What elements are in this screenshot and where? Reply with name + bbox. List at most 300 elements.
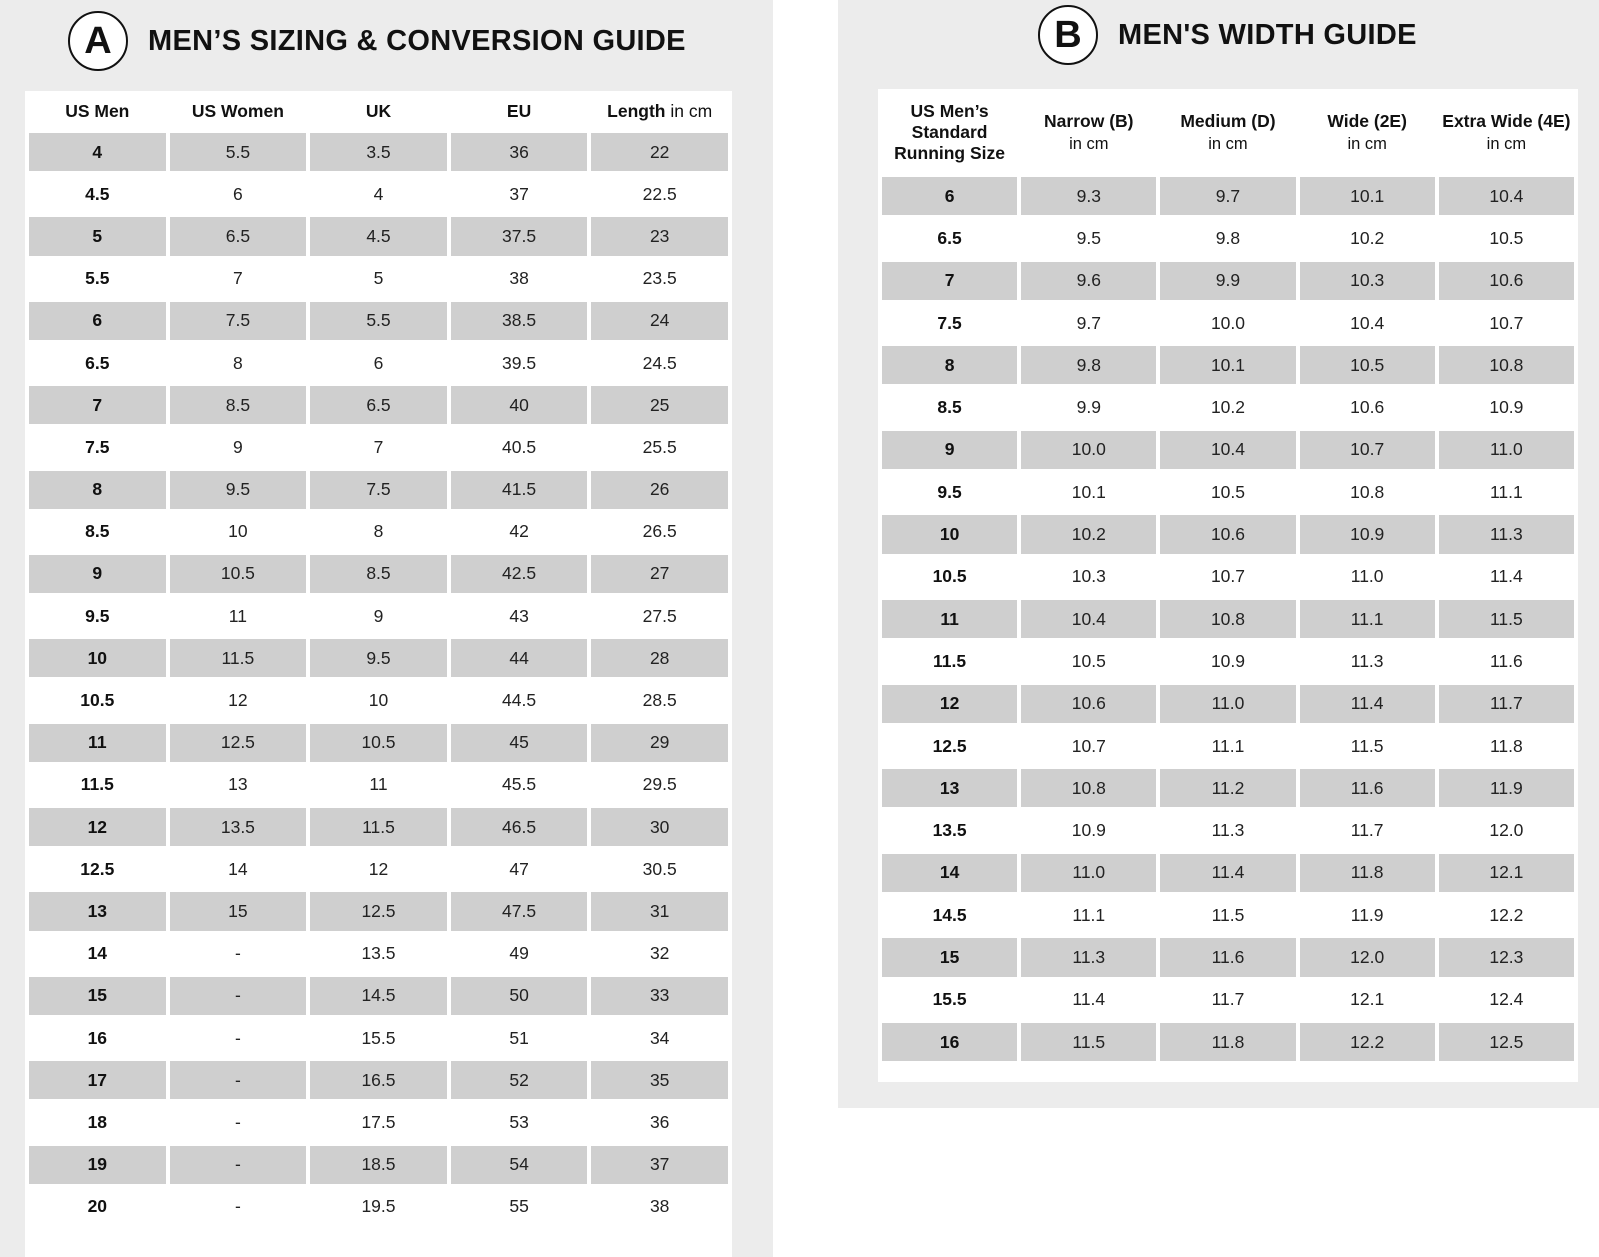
table-row [29,1186,728,1228]
header-narrow-label: Narrow (B) [1044,110,1134,131]
table-cell: 28 [591,637,728,679]
table-cell: 6.5 [310,384,447,426]
table-cell: 8.5 [29,511,166,553]
table-row [29,806,728,848]
table-row [29,848,728,890]
table-cell: 45.5 [451,764,588,806]
table-row [882,175,1574,217]
table-cell: 11.0 [1300,556,1435,598]
table-cell: 10.9 [1021,809,1156,851]
table-cell: 26 [591,469,728,511]
table-cell: 10.7 [1021,725,1156,767]
table-cell: 10.5 [170,553,307,595]
table-cell: 7 [882,260,1017,302]
table-cell: 8.5 [882,386,1017,428]
table-cell: 11.5 [1021,1021,1156,1063]
table-cell: 6 [170,173,307,215]
table-cell: 30 [591,806,728,848]
table-cell: 13.5 [882,809,1017,851]
section-a-badge: A [68,11,128,71]
header-uk: UK [365,100,392,121]
header-wide-label: Wide (2E) [1327,110,1407,131]
table-cell: 15 [882,936,1017,978]
table-cell: - [170,975,307,1017]
table-cell: 10.5 [1300,344,1435,386]
table-cell: 8 [170,342,307,384]
table-cell: 16 [882,1021,1017,1063]
table-cell: 11.7 [1439,683,1574,725]
table-cell: 7.5 [29,426,166,468]
table-cell: 5 [29,215,166,257]
section-b-badge: B [1038,5,1098,65]
table-cell: 22 [591,131,728,173]
table-row [29,469,728,511]
table-cell: 12.1 [1439,852,1574,894]
table-cell: 10.6 [1160,513,1295,555]
table-cell: 10.6 [1021,683,1156,725]
table-cell: 36 [591,1101,728,1143]
table-cell: 7.5 [882,302,1017,344]
sizing-guide-header [68,11,686,71]
table-cell: 34 [591,1017,728,1059]
table-cell: 4.5 [29,173,166,215]
table-cell: 12.3 [1439,936,1574,978]
table-cell: 17.5 [310,1101,447,1143]
width-table-header-row [882,89,1574,175]
table-row [882,556,1574,598]
table-cell: 9.5 [310,637,447,679]
table-cell: 12 [310,848,447,890]
table-cell: 12.4 [1439,979,1574,1021]
table-cell: 11.3 [1439,513,1574,555]
table-cell: 10.2 [1021,513,1156,555]
table-cell: 10.8 [1021,767,1156,809]
table-cell: 40.5 [451,426,588,468]
table-row [29,215,728,257]
table-cell: 5 [310,258,447,300]
table-cell: 25 [591,384,728,426]
table-cell: 11.5 [170,637,307,679]
table-row [29,173,728,215]
table-cell: 10.6 [1300,386,1435,428]
table-cell: 42 [451,511,588,553]
table-cell: 11 [170,595,307,637]
table-cell: 44 [451,637,588,679]
table-cell: 15.5 [310,1017,447,1059]
table-cell: 11.9 [1439,767,1574,809]
header-medium [1160,89,1295,175]
table-cell: 7 [29,384,166,426]
table-row [882,1021,1574,1063]
table-cell: 7 [310,426,447,468]
header-us-men: US Men [65,100,130,121]
table-cell: 51 [451,1017,588,1059]
table-row [882,852,1574,894]
table-cell: 52 [451,1059,588,1101]
header-wide [1300,89,1435,175]
header-us-mens-size-label: US Men’s Standard Running Size [894,100,1005,163]
table-cell: 32 [591,933,728,975]
table-row [29,722,728,764]
header-narrow [1021,89,1156,175]
table-cell: 10.7 [1300,429,1435,471]
table-cell: 10.8 [1160,598,1295,640]
header-extra-wide [1439,89,1574,175]
table-cell: 10.2 [1160,386,1295,428]
table-cell: 15.5 [882,979,1017,1021]
table-cell: 25.5 [591,426,728,468]
table-row [29,553,728,595]
table-cell: 10.5 [1021,640,1156,682]
table-cell: 30.5 [591,848,728,890]
table-cell: 19 [29,1144,166,1186]
table-cell: 38 [451,258,588,300]
table-row [882,429,1574,471]
table-cell: 13 [882,767,1017,809]
table-cell: 10.9 [1160,640,1295,682]
table-cell: 13.5 [310,933,447,975]
table-cell: 10 [882,513,1017,555]
table-cell: 7 [170,258,307,300]
table-row [882,598,1574,640]
table-row [29,342,728,384]
table-row [882,936,1574,978]
table-row [882,640,1574,682]
table-cell: - [170,1101,307,1143]
table-row [882,386,1574,428]
table-cell: 7.5 [170,300,307,342]
table-cell: 11.6 [1160,936,1295,978]
table-cell: 8 [882,344,1017,386]
table-cell: 53 [451,1101,588,1143]
table-cell: 10.5 [882,556,1017,598]
table-cell: 36 [451,131,588,173]
table-cell: 10.1 [1300,175,1435,217]
table-cell: 17 [29,1059,166,1101]
table-cell: 11.3 [1160,809,1295,851]
table-cell: 12.5 [170,722,307,764]
table-cell: 46.5 [451,806,588,848]
width-guide-table [878,89,1578,1063]
table-cell: 42.5 [451,553,588,595]
table-row [29,511,728,553]
table-cell: 22.5 [591,173,728,215]
table-cell: 37.5 [451,215,588,257]
table-cell: 11.1 [1300,598,1435,640]
header-narrow-unit: in cm [1069,134,1109,153]
table-cell: 3.5 [310,131,447,173]
table-cell: 38 [591,1186,728,1228]
table-cell: 27.5 [591,595,728,637]
table-cell: 11.5 [1300,725,1435,767]
table-cell: 9 [170,426,307,468]
table-row [29,933,728,975]
table-cell: 12.0 [1300,936,1435,978]
table-cell: 6 [310,342,447,384]
table-cell: 12.5 [1439,1021,1574,1063]
table-cell: 11.8 [1160,1021,1295,1063]
table-row [29,975,728,1017]
table-cell: 12.2 [1439,894,1574,936]
table-cell: - [170,1186,307,1228]
table-cell: 7.5 [310,469,447,511]
table-cell: 35 [591,1059,728,1101]
width-guide-title: MEN'S WIDTH GUIDE [1118,18,1417,51]
table-cell: 10.4 [1439,175,1574,217]
table-row [29,595,728,637]
table-row [882,344,1574,386]
sizing-table-header-row [29,91,728,131]
table-row [882,979,1574,1021]
table-cell: 12.2 [1300,1021,1435,1063]
table-row [29,764,728,806]
table-cell: 39.5 [451,342,588,384]
table-cell: 10.0 [1021,429,1156,471]
table-cell: 9.7 [1160,175,1295,217]
header-length [591,91,728,131]
table-row [882,894,1574,936]
table-cell: 5.5 [29,258,166,300]
table-cell: 20 [29,1186,166,1228]
table-cell: 9.8 [1021,344,1156,386]
table-cell: 6 [29,300,166,342]
table-cell: 11.0 [1160,683,1295,725]
header-wide-unit: in cm [1347,134,1387,153]
table-cell: 10.8 [1439,344,1574,386]
table-cell: 10.1 [1021,471,1156,513]
table-cell: 12 [882,683,1017,725]
table-cell: 11.0 [1021,852,1156,894]
table-cell: 10.4 [1300,302,1435,344]
table-cell: 10.9 [1300,513,1435,555]
table-cell: 38.5 [451,300,588,342]
header-medium-label: Medium (D) [1180,110,1276,131]
table-cell: 10.8 [1300,471,1435,513]
table-row [29,1144,728,1186]
table-cell: 37 [451,173,588,215]
table-cell: 11.5 [310,806,447,848]
width-guide-header [1038,5,1417,65]
table-cell: 11.5 [1160,894,1295,936]
table-cell: 9.9 [1160,260,1295,302]
table-cell: 9 [29,553,166,595]
table-cell: 47.5 [451,890,588,932]
table-cell: 12 [170,679,307,721]
table-cell: 10.4 [1021,598,1156,640]
table-cell: 10.5 [1160,471,1295,513]
table-cell: 9.8 [1160,217,1295,259]
table-cell: 18 [29,1101,166,1143]
table-cell: 12.5 [882,725,1017,767]
table-cell: 11.2 [1160,767,1295,809]
table-cell: 29 [591,722,728,764]
table-cell: 11.3 [1300,640,1435,682]
table-cell: 10.5 [29,679,166,721]
table-row [882,513,1574,555]
header-us-women: US Women [191,100,284,121]
table-cell: 5.5 [170,131,307,173]
header-length-label: Length [607,100,666,121]
table-cell: 10.3 [1300,260,1435,302]
table-cell: 10 [29,637,166,679]
table-row [29,1059,728,1101]
table-row [882,260,1574,302]
table-cell: 11.5 [882,640,1017,682]
header-length-unit: in cm [670,100,713,121]
table-cell: 6 [882,175,1017,217]
sizing-guide-title: MEN’S SIZING & CONVERSION GUIDE [148,24,686,57]
table-cell: 14.5 [310,975,447,1017]
table-cell: 11.6 [1439,640,1574,682]
table-cell: 15 [170,890,307,932]
table-cell: - [170,1017,307,1059]
table-cell: 37 [591,1144,728,1186]
table-cell: 11 [882,598,1017,640]
table-row [882,725,1574,767]
table-cell: 4.5 [310,215,447,257]
table-cell: 5.5 [310,300,447,342]
table-cell: 6.5 [170,215,307,257]
table-cell: 9.9 [1021,386,1156,428]
table-cell: 9.6 [1021,260,1156,302]
header-extra-wide-label: Extra Wide (4E) [1442,110,1571,131]
table-cell: 10.7 [1439,302,1574,344]
sizing-conversion-table [25,91,732,1228]
sizing-guide-panel [0,0,773,1257]
table-cell: 13 [29,890,166,932]
sizing-table-container [25,91,732,1257]
table-cell: 11 [310,764,447,806]
table-cell: 10.5 [1439,217,1574,259]
table-cell: 14 [170,848,307,890]
table-cell: 12.0 [1439,809,1574,851]
header-medium-unit: in cm [1208,134,1248,153]
table-cell: 11.9 [1300,894,1435,936]
table-cell: 19.5 [310,1186,447,1228]
table-cell: 11.8 [1300,852,1435,894]
table-cell: 11.5 [29,764,166,806]
table-cell: 50 [451,975,588,1017]
table-cell: 45 [451,722,588,764]
table-row [882,217,1574,259]
table-cell: 13 [170,764,307,806]
header-eu: EU [506,100,532,121]
table-cell: 40 [451,384,588,426]
width-guide-panel [838,0,1599,1108]
table-cell: 9.7 [1021,302,1156,344]
table-cell: 12.1 [1300,979,1435,1021]
table-cell: 11.4 [1021,979,1156,1021]
table-cell: 55 [451,1186,588,1228]
table-cell: 12.5 [29,848,166,890]
table-cell: 10.0 [1160,302,1295,344]
table-row [29,384,728,426]
table-cell: 28.5 [591,679,728,721]
table-cell: 16.5 [310,1059,447,1101]
table-cell: 10.6 [1439,260,1574,302]
table-cell: 14 [882,852,1017,894]
table-cell: 8 [29,469,166,511]
table-cell: 10 [170,511,307,553]
table-row [29,1101,728,1143]
table-cell: 9 [310,595,447,637]
table-row [29,426,728,468]
table-row [882,683,1574,725]
table-cell: 8 [310,511,447,553]
table-cell: 4 [310,173,447,215]
header-us-mens-size [882,89,1017,175]
table-row [29,258,728,300]
table-cell: 44.5 [451,679,588,721]
table-cell: 33 [591,975,728,1017]
table-row [29,1017,728,1059]
table-cell: 11.4 [1160,852,1295,894]
table-row [29,131,728,173]
table-cell: 31 [591,890,728,932]
table-cell: 18.5 [310,1144,447,1186]
table-row [882,809,1574,851]
table-cell: 6.5 [882,217,1017,259]
table-cell: 11.7 [1300,809,1435,851]
table-cell: 24 [591,300,728,342]
table-cell: 10.9 [1439,386,1574,428]
table-cell: - [170,1144,307,1186]
table-cell: 26.5 [591,511,728,553]
table-cell: - [170,933,307,975]
table-row [882,471,1574,513]
table-row [29,300,728,342]
table-cell: 9.5 [29,595,166,637]
table-cell: 9.5 [170,469,307,511]
table-cell: 6.5 [29,342,166,384]
table-cell: 9 [882,429,1017,471]
table-cell: 8.5 [310,553,447,595]
table-cell: 9.5 [882,471,1017,513]
header-extra-wide-unit: in cm [1486,134,1527,153]
width-table-container [878,89,1578,1082]
table-cell: 13.5 [170,806,307,848]
table-cell: 10.3 [1021,556,1156,598]
table-cell: 12 [29,806,166,848]
table-row [29,637,728,679]
table-cell: 10.2 [1300,217,1435,259]
sizing-table-body [29,131,728,1228]
table-cell: 11 [29,722,166,764]
table-cell: 15 [29,975,166,1017]
table-cell: 54 [451,1144,588,1186]
table-cell: 4 [29,131,166,173]
table-cell: 23 [591,215,728,257]
table-cell: 10.4 [1160,429,1295,471]
table-cell: 43 [451,595,588,637]
table-cell: 14 [29,933,166,975]
table-cell: 49 [451,933,588,975]
table-cell: 10.5 [310,722,447,764]
table-cell: 11.5 [1439,598,1574,640]
table-cell: 24.5 [591,342,728,384]
table-cell: 41.5 [451,469,588,511]
table-cell: 11.6 [1300,767,1435,809]
table-cell: 9.3 [1021,175,1156,217]
table-cell: 47 [451,848,588,890]
table-cell: 11.8 [1439,725,1574,767]
table-cell: 11.4 [1439,556,1574,598]
table-cell: 12.5 [310,890,447,932]
table-cell: 10.1 [1160,344,1295,386]
table-cell: 11.1 [1021,894,1156,936]
table-row [882,767,1574,809]
table-cell: 11.1 [1439,471,1574,513]
